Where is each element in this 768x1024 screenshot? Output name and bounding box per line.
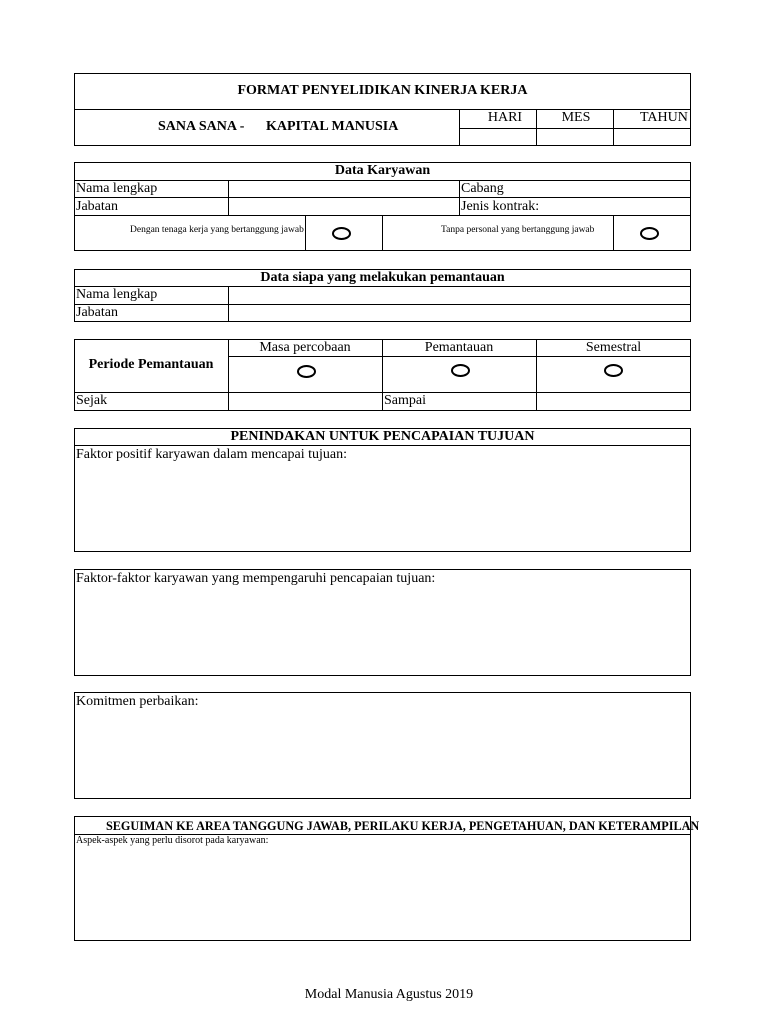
period-since-label: Sejak: [76, 393, 108, 408]
employee-branch-label: Cabang: [461, 181, 504, 196]
monitor-name-label: Nama lengkap: [76, 287, 158, 302]
monitor-position-field[interactable]: [229, 305, 690, 321]
employee-branch-field[interactable]: [520, 181, 690, 196]
actions-section-title: PENINDAKAN UNTUK PENCAPAIAN TUJUAN: [230, 429, 535, 444]
affecting-factors-label: Faktor-faktor karyawan yang mempengaruhi pencapaian tujuan:: [76, 571, 436, 586]
improvement-label: Komitmen perbaikan:: [76, 694, 199, 709]
date-year-label: TAHUN: [640, 110, 688, 125]
monitor-section-title: Data siapa yang melakukan pemantauan: [260, 270, 505, 285]
employee-section-title: Data Karyawan: [334, 163, 431, 178]
period-option-monitoring-radio[interactable]: [451, 364, 470, 377]
option-col-divider-2: [382, 215, 383, 251]
date-month-label: MES: [561, 110, 591, 125]
positive-factors-field[interactable]: [75, 464, 690, 551]
employee-row-divider-2: [74, 197, 691, 198]
period-option-semestral-radio[interactable]: [604, 364, 623, 377]
employee-contract-field[interactable]: [545, 199, 690, 214]
option-with-staff-radio[interactable]: [332, 227, 351, 240]
monitor-name-field[interactable]: [229, 287, 690, 303]
positive-factors-label: Faktor positif karyawan dalam mencapai tujuan:: [76, 447, 347, 462]
monitor-position-label: Jabatan: [76, 305, 118, 320]
header-subtitle-right: KAPITAL MANUSIA: [266, 119, 399, 134]
followup-section-title: SEGUIMAN KE AREA TANGGUNG JAWAB, PERILAKU KERJA, PENGETAHUAN, DAN KETERAMPILAN: [106, 819, 700, 833]
form-title: FORMAT PENYELIDIKAN KINERJA KERJA: [237, 83, 528, 98]
option-col-divider-1: [305, 215, 306, 251]
period-option-monitoring-label: Pemantauan: [424, 340, 494, 355]
employee-name-label: Nama lengkap: [76, 181, 158, 196]
date-day-field[interactable]: [460, 129, 535, 145]
period-label: Periode Pemantauan: [88, 357, 214, 372]
period-option-probation-label: Masa percobaan: [259, 340, 351, 355]
affecting-factors-field[interactable]: [75, 589, 690, 675]
actions-title-divider: [74, 445, 691, 446]
employee-position-field[interactable]: [229, 199, 458, 214]
period-option-semestral-label: Semestral: [585, 340, 642, 355]
date-year-field[interactable]: [614, 129, 690, 145]
followup-aspects-field[interactable]: [75, 848, 690, 940]
followup-aspects-label: Aspek-aspek yang perlu disorot pada karyawan:: [76, 835, 269, 846]
option-with-staff-label: Dengan tenaga kerja yang bertanggung jawab: [130, 225, 304, 235]
date-day-label: HARI: [487, 110, 523, 125]
improvement-field[interactable]: [75, 712, 690, 798]
period-option-probation-radio[interactable]: [297, 365, 316, 378]
employee-position-label: Jabatan: [76, 199, 118, 214]
date-month-field[interactable]: [537, 129, 612, 145]
period-until-field[interactable]: [537, 393, 690, 410]
period-until-label: Sampai: [384, 393, 426, 408]
employee-col-divider-2: [459, 180, 460, 215]
header-subtitle-left: SANA SANA -: [158, 119, 245, 134]
employee-contract-label: Jenis kontrak:: [461, 199, 540, 214]
period-header-divider: [228, 356, 691, 357]
option-col-divider-3: [613, 215, 614, 251]
option-without-staff-radio[interactable]: [640, 227, 659, 240]
option-without-staff-label: Tanpa personal yang bertanggung jawab: [441, 225, 595, 235]
footer-text: Modal Manusia Agustus 2019: [304, 987, 474, 1002]
employee-name-field[interactable]: [229, 181, 458, 196]
period-since-field[interactable]: [229, 393, 381, 410]
